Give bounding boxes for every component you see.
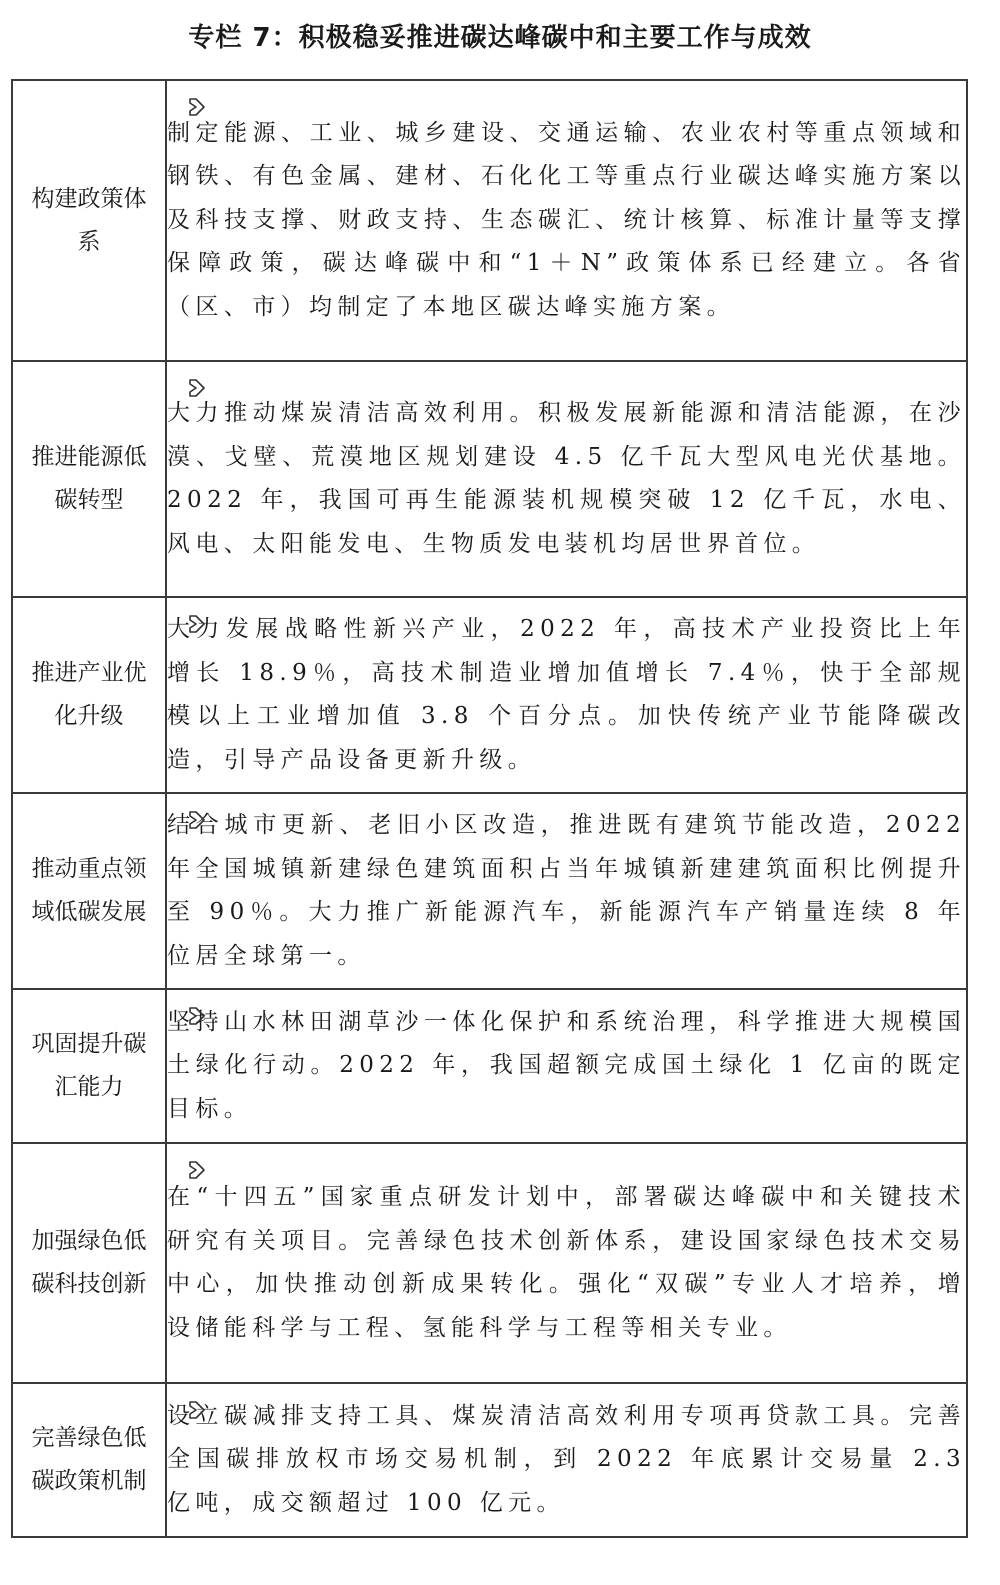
table-row [12,1143,967,1383]
row-content-cell [166,1143,967,1383]
row-content-cell [166,597,967,793]
row-text: 大力推动煤炭清洁高效利用。积极发展新能源和清洁能源，在沙漠、戈壁、荒漠地区规划建设 4.5 亿千瓦大型风电光伏基地。2022 年，我国可再生能源装机规模突破 12 亿千瓦，水电、风电、太阳能发电、生物质发电装机均居世界首位。 [167,400,966,557]
row-text: 在“十四五”国家重点研发计划中，部署碳达峰碳中和关键技术研究有关项目。完善绿色技术创新体系，建设国家绿色技术交易中心，加快推动创新成果转化。强化“双碳”专业人才培养，增设储能科学与工程、氢能科学与工程等相关专业。 [167,1184,966,1341]
row-label-cell [12,361,166,597]
row-label-cell [12,597,166,793]
row-content-cell [166,793,967,989]
row-label-cell [12,1143,166,1383]
row-label: 构建政策体系 [31,185,147,255]
hollow-arrow-right-icon [187,1399,207,1421]
row-label: 推进能源低碳转型 [31,444,147,513]
hollow-arrow-right-icon [187,613,207,635]
row-content-cell [166,1383,967,1537]
row-label: 推进产业优化升级 [31,660,147,729]
achievements-table [11,79,968,1538]
row-label: 巩固提升碳汇能力 [31,1031,147,1100]
row-text: 大力发展战略性新兴产业，2022 年，高技术产业投资比上年增长 18.9％，高技术制造业增加值增长 7.4％，快于全部规模以上工业增加值 3.8 个百分点。加快传统产业节能降碳改造，引导产品设备更新升级。 [167,616,966,773]
row-content-cell [166,989,967,1143]
table-row [12,597,967,793]
hollow-arrow-right-icon [187,96,207,118]
table-row [12,361,967,597]
row-text: 制定能源、工业、城乡建设、交通运输、农业农村等重点领域和钢铁、有色金属、建材、石化化工等重点行业碳达峰实施方案以及科技支撑、财政支持、生态碳汇、统计核算、标准计量等支撑保障政策，碳达峰碳中和“1＋N”政策体系已经建立。各省（区、市）均制定了本地区碳达峰实施方案。 [167,119,966,320]
page-title: 专栏 7：积极稳妥推进碳达峰碳中和主要工作与成效 [188,23,812,53]
hollow-arrow-right-icon [187,1159,207,1181]
row-content-cell [166,80,967,361]
row-text: 设立碳减排支持工具、煤炭清洁高效利用专项再贷款工具。完善全国碳排放权市场交易机制，到 2022 年底累计交易量 2.3 亿吨，成交额超过 100 亿元。 [167,1402,966,1516]
row-text: 坚持山水林田湖草沙一体化保护和系统治理，科学推进大规模国土绿化行动。2022 年，我国超额完成国土绿化 1 亿亩的既定目标。 [167,1008,966,1122]
table-row [12,80,967,361]
table-row [12,989,967,1143]
hollow-arrow-right-icon [187,1005,207,1027]
hollow-arrow-right-icon [187,377,207,399]
row-label: 推动重点领域低碳发展 [31,856,147,925]
row-label: 完善绿色低碳政策机制 [31,1425,147,1494]
row-content-cell [166,361,967,597]
row-label-cell [12,989,166,1143]
table-row [12,793,967,989]
row-label-cell [12,1383,166,1537]
row-label: 加强绿色低碳科技创新 [31,1228,147,1297]
row-label-cell [12,80,166,361]
row-label-cell [12,793,166,989]
hollow-arrow-right-icon [187,809,207,831]
table-row [12,1383,967,1537]
row-text: 结合城市更新、老旧小区改造，推进既有建筑节能改造，2022 年全国城镇新建绿色建筑面积占当年城镇新建建筑面积比例提升至 90％。大力推广新能源汽车，新能源汽车产销量连续 8 年位居全球第一。 [167,812,966,969]
